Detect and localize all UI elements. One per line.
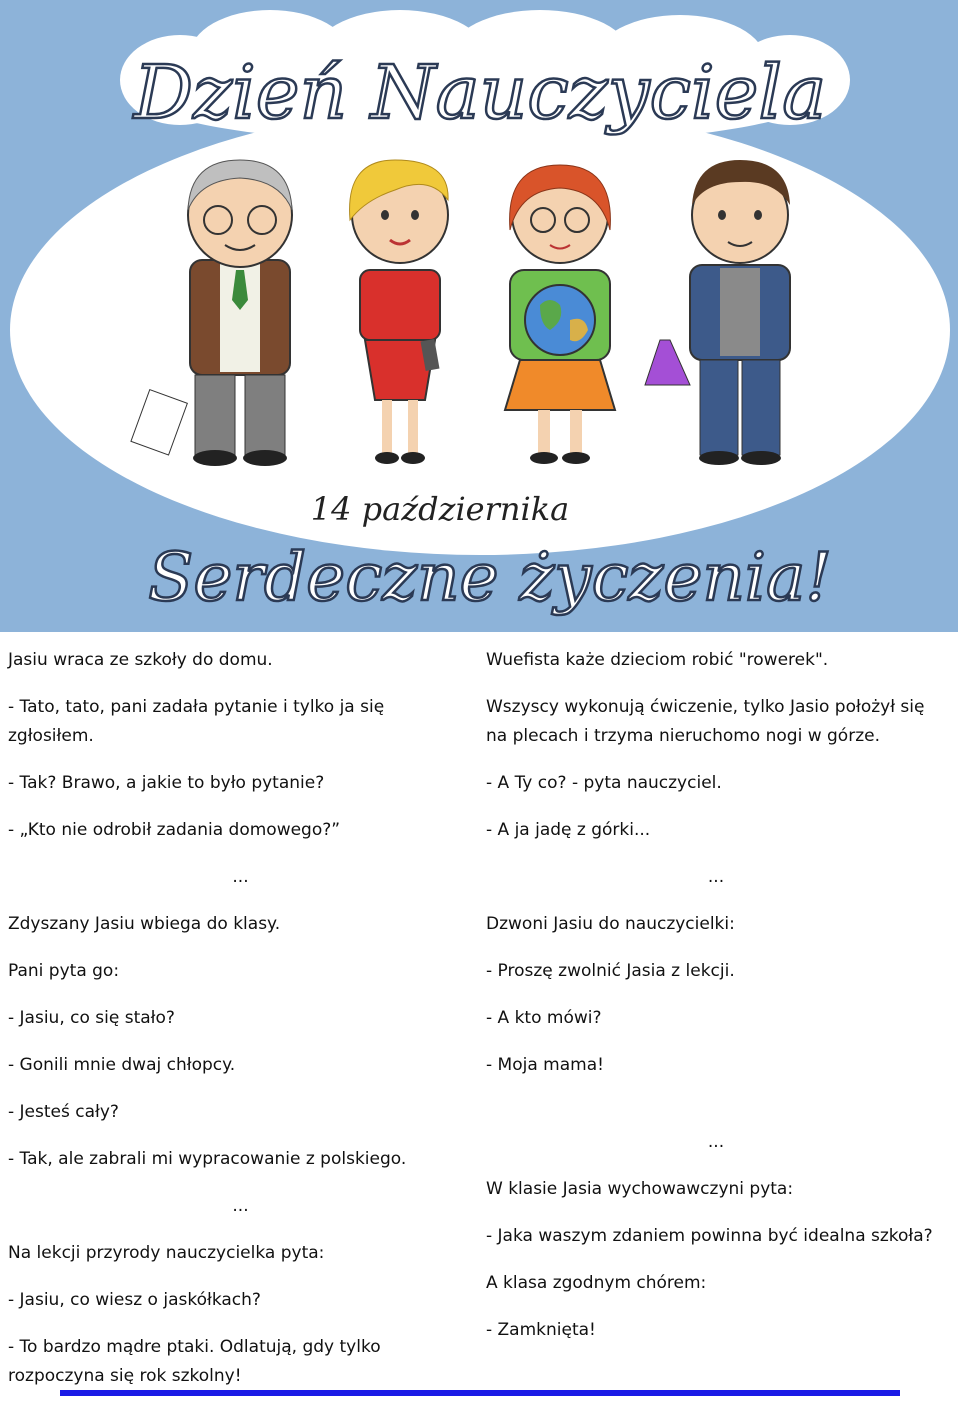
joke6-line1: W klasie Jasia wychowawczyni pyta:: [486, 1179, 794, 1199]
banner-title: Dzień Nauczyciela: [133, 50, 827, 136]
joke2-line6: - Tak, ale zabrali mi wypracowanie z polskiego.: [8, 1149, 407, 1169]
joke2-line2: Pani pyta go:: [8, 961, 120, 981]
separator-dots: ...: [707, 1132, 725, 1152]
joke4-line1: Wuefista każe dzieciom robić "rowerek".: [486, 650, 829, 670]
joke2-line5: - Jesteś cały?: [8, 1102, 119, 1122]
separator-dots: ...: [232, 1196, 249, 1216]
joke6-line4: - Zamknięta!: [486, 1320, 596, 1340]
bottom-rule: [60, 1390, 900, 1396]
left-column: [8, 646, 473, 1409]
joke1-line2: - Tato, tato, pani zadała pytanie i tylko ja się zgłosiłem.: [8, 697, 385, 746]
teachers-day-banner: [0, 0, 958, 632]
joke4-line4: - A ja jadę z górki...: [486, 820, 651, 840]
joke1-line3: - Tak? Brawo, a jakie to było pytanie?: [8, 773, 325, 793]
joke2-line4: - Gonili mnie dwaj chłopcy.: [8, 1055, 236, 1075]
joke3-line3: - To bardzo mądre ptaki. Odlatują, gdy tylko rozpoczyna się rok szkolny!: [8, 1337, 381, 1386]
joke2-line1: Zdyszany Jasiu wbiega do klasy.: [8, 914, 281, 934]
joke6-line2: - Jaka waszym zdaniem powinna być idealna szkoła?: [486, 1226, 933, 1246]
joke5-line1: Dzwoni Jasiu do nauczycielki:: [486, 914, 735, 934]
banner-greeting: Serdeczne życzenia!: [148, 539, 832, 616]
right-column: [486, 646, 946, 1363]
joke1-line1: Jasiu wraca ze szkoły do domu.: [8, 650, 273, 670]
joke4-line3: - A Ty co? - pyta nauczyciel.: [486, 773, 722, 793]
banner-date: 14 października: [310, 490, 570, 528]
joke3-line1: Na lekcji przyrody nauczycielka pyta:: [8, 1243, 325, 1263]
central-oval: [10, 105, 950, 555]
banner-illustration: [0, 0, 958, 632]
joke5-line4: - Moja mama!: [486, 1055, 604, 1075]
joke2-line3: - Jasiu, co się stało?: [8, 1008, 175, 1028]
joke1-line4: - „Kto nie odrobił zadania domowego?”: [8, 820, 341, 840]
separator-dots: ...: [232, 867, 249, 887]
joke5-line2: - Proszę zwolnić Jasia z lekcji.: [486, 961, 735, 981]
joke4-line2: Wszyscy wykonują ćwiczenie, tylko Jasio położył się na plecach i trzyma nieruchomo nogi w górze.: [486, 697, 925, 746]
joke3-line2: - Jasiu, co wiesz o jaskółkach?: [8, 1290, 261, 1310]
globe-icon: [525, 285, 595, 355]
joke6-line3: A klasa zgodnym chórem:: [486, 1273, 707, 1293]
separator-dots: ...: [707, 867, 725, 887]
joke5-line3: - A kto mówi?: [486, 1008, 602, 1028]
